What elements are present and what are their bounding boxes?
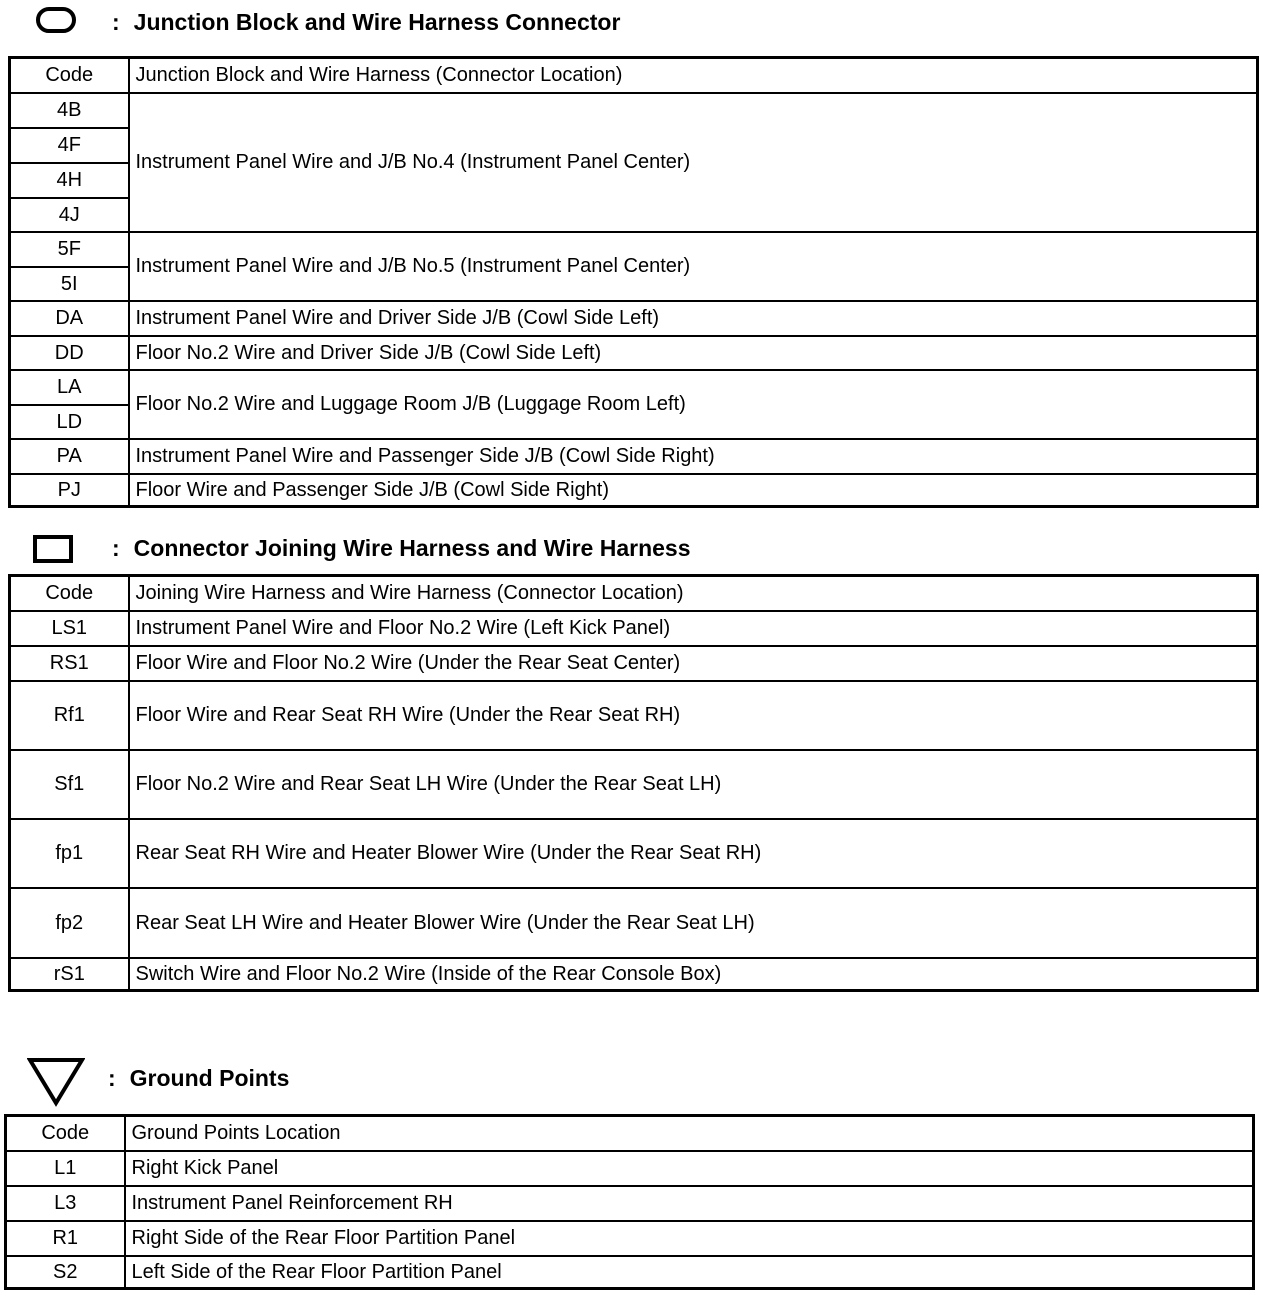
table-row [10,819,1258,888]
colon-separator: : [112,534,120,561]
table-header-row [10,576,1258,611]
row-desc: Floor Wire and Floor No.2 Wire (Under the Rear Seat Center) [129,646,1258,681]
header-code: Code [10,58,129,93]
table-row [10,611,1258,646]
row-desc: Instrument Panel Reinforcement RH [125,1186,1254,1221]
row-desc: Floor No.2 Wire and Luggage Room J/B (Luggage Room Left) [129,370,1258,439]
row-desc: Instrument Panel Wire and J/B No.5 (Instrument Panel Center) [129,232,1258,301]
table-header-row [6,1116,1254,1151]
row-desc: Rear Seat RH Wire and Heater Blower Wire (Under the Rear Seat RH) [129,819,1258,888]
row-code: R1 [6,1221,125,1256]
ground-table [4,1114,1255,1290]
row-code: LA [10,370,129,405]
table-row [10,474,1258,507]
table-row [10,439,1258,474]
table-row [6,1186,1254,1221]
row-desc: Right Kick Panel [125,1151,1254,1186]
row-desc: Instrument Panel Wire and Driver Side J/B (Cowl Side Left) [129,301,1258,336]
table-row [6,1221,1254,1256]
joining-title-text: Connector Joining Wire Harness and Wire Harness [133,534,691,561]
row-code: 4H [10,163,129,198]
row-code: L3 [6,1186,125,1221]
row-code: PJ [10,474,129,507]
row-desc: Floor No.2 Wire and Rear Seat LH Wire (Under the Rear Seat LH) [129,750,1258,819]
row-desc: Rear Seat LH Wire and Heater Blower Wire (Under the Rear Seat LH) [129,888,1258,958]
row-desc: Instrument Panel Wire and Floor No.2 Wire (Left Kick Panel) [129,611,1258,646]
table-row [10,646,1258,681]
row-code: L1 [6,1151,125,1186]
table-row [10,232,1258,267]
row-code: 4B [10,93,129,128]
colon-separator: : [112,8,120,35]
colon-separator: : [108,1064,116,1091]
row-code: fp2 [10,888,129,958]
table-row [10,370,1258,405]
row-desc: Floor No.2 Wire and Driver Side J/B (Cowl Side Left) [129,336,1258,370]
row-code: DD [10,336,129,370]
row-desc: Floor Wire and Rear Seat RH Wire (Under the Rear Seat RH) [129,681,1258,750]
row-code: 5I [10,267,129,301]
row-desc: Floor Wire and Passenger Side J/B (Cowl Side Right) [129,474,1258,507]
header-desc: Ground Points Location [125,1116,1254,1151]
ground-title-text: Ground Points [129,1064,290,1091]
row-code: LD [10,405,129,439]
header-code: Code [6,1116,125,1151]
header-desc: Junction Block and Wire Harness (Connector Location) [129,58,1258,93]
row-desc: Right Side of the Rear Floor Partition Panel [125,1221,1254,1256]
row-code: fp1 [10,819,129,888]
row-code: DA [10,301,129,336]
ground-triangle-icon [27,1057,85,1107]
row-code: rS1 [10,958,129,991]
junction-section-title [112,0,620,44]
row-code: Rf1 [10,681,129,750]
table-row [6,1256,1254,1289]
row-code: 5F [10,232,129,267]
joining-table [8,574,1259,992]
row-code: Sf1 [10,750,129,819]
table-row [10,681,1258,750]
rectangle-connector-icon [33,535,73,563]
table-row [10,301,1258,336]
row-code: S2 [6,1256,125,1289]
table-row [10,958,1258,991]
header-desc: Joining Wire Harness and Wire Harness (Connector Location) [129,576,1258,611]
junction-title-text: Junction Block and Wire Harness Connector [133,8,621,35]
table-row [10,888,1258,958]
row-desc: Switch Wire and Floor No.2 Wire (Inside of the Rear Console Box) [129,958,1258,991]
junction-table [8,56,1259,508]
ground-section-title [108,1056,289,1100]
row-code: PA [10,439,129,474]
table-row [10,750,1258,819]
row-code: 4J [10,198,129,232]
row-code: RS1 [10,646,129,681]
table-row [10,336,1258,370]
table-row [10,93,1258,128]
oval-connector-icon [36,7,76,33]
table-row [6,1151,1254,1186]
row-desc: Instrument Panel Wire and Passenger Side J/B (Cowl Side Right) [129,439,1258,474]
joining-section-title [112,526,691,570]
header-code: Code [10,576,129,611]
row-code: 4F [10,128,129,163]
row-code: LS1 [10,611,129,646]
row-desc: Instrument Panel Wire and J/B No.4 (Instrument Panel Center) [129,93,1258,232]
row-desc: Left Side of the Rear Floor Partition Panel [125,1256,1254,1289]
table-header-row [10,58,1258,93]
